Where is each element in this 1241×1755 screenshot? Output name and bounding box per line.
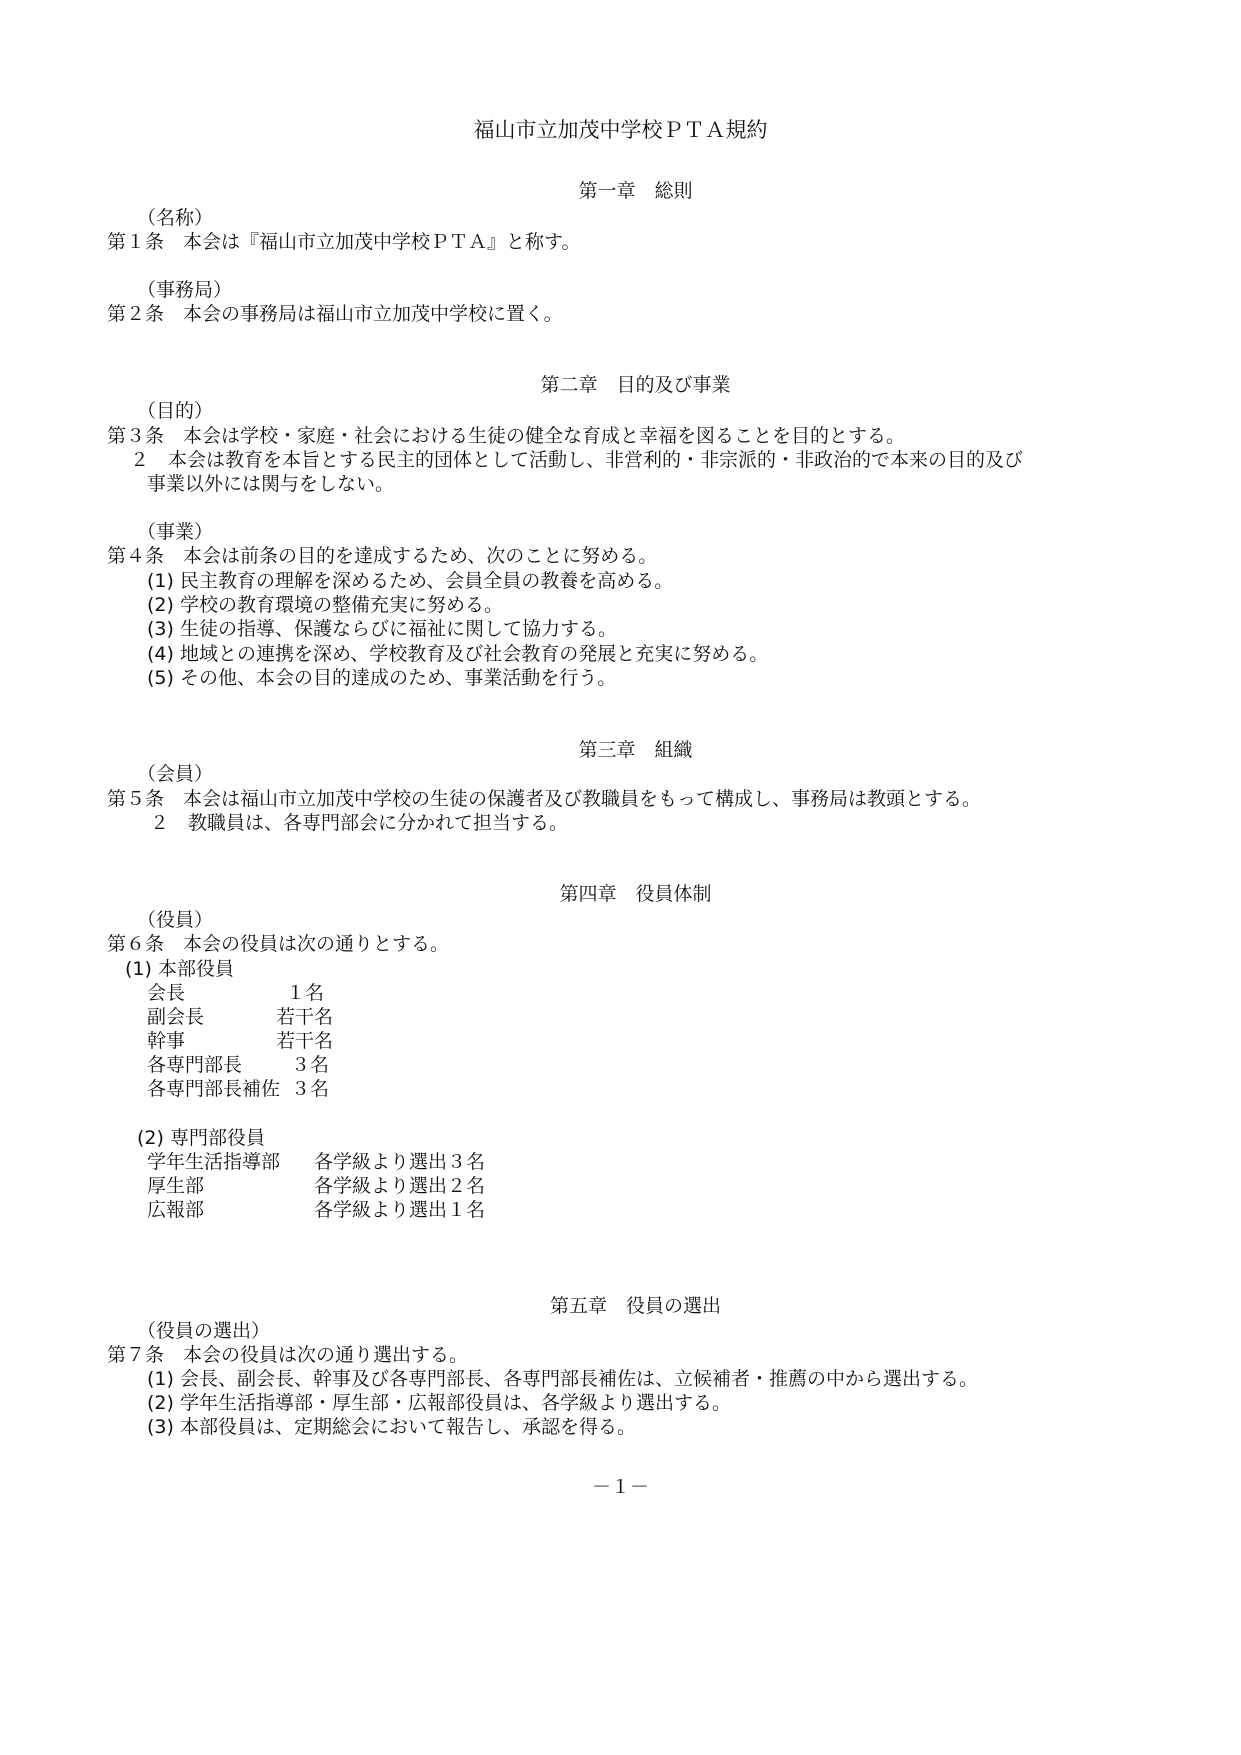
list-item: (5) その他、本会の目的達成のため、事業活動を行う。 xyxy=(147,667,617,689)
article-4-caption: （事業） xyxy=(137,521,214,543)
honbu-role: 副会長 xyxy=(147,1006,205,1028)
article-5-paragraph-2: ２ 教職員は、各専門部会に分かれて担当する。 xyxy=(150,812,569,834)
honbu-heading: (1) 本部役員 xyxy=(125,958,234,980)
senmon-role: 厚生部 xyxy=(147,1175,205,1197)
honbu-count: ３名 xyxy=(291,1054,330,1076)
honbu-count: 若干名 xyxy=(276,1030,334,1052)
senmon-heading: (2) 専門部役員 xyxy=(137,1127,265,1149)
article-5-text: 第５条 本会は福山市立加茂中学校の生徒の保護者及び教職員をもって構成し、事務局は教頭とする。 xyxy=(107,788,982,810)
chapter-2-heading: 第二章 目的及び事業 xyxy=(540,374,731,396)
senmon-count: 各学級より選出１名 xyxy=(314,1199,486,1221)
article-1-caption: （名称） xyxy=(137,207,214,229)
article-7-caption: （役員の選出） xyxy=(137,1320,271,1342)
list-item: (2) 学校の教育環境の整備充実に努める。 xyxy=(147,594,503,616)
article-5-caption: （会員） xyxy=(137,763,214,785)
article-3-text: 第３条 本会は学校・家庭・社会における生徒の健全な育成と幸福を図ることを目的とする。 xyxy=(107,425,906,447)
article-1-text: 第１条 本会は『福山市立加茂中学校ＰＴＡ』と称す。 xyxy=(107,231,581,253)
honbu-count: 若干名 xyxy=(276,1006,334,1028)
honbu-count: １名 xyxy=(286,982,325,1004)
list-item: (4) 地域との連携を深め、学校教育及び社会教育の発展と充実に努める。 xyxy=(147,643,769,665)
honbu-role: 会長 xyxy=(147,982,186,1004)
article-3-paragraph-2-cont: 事業以外には関与をしない。 xyxy=(147,473,395,495)
honbu-count: ３名 xyxy=(291,1078,330,1100)
chapter-1-heading: 第一章 総則 xyxy=(578,180,693,202)
senmon-role: 学年生活指導部 xyxy=(147,1151,281,1173)
article-2-caption: （事務局） xyxy=(137,279,233,301)
document-title: 福山市立加茂中学校ＰＴＡ規約 xyxy=(473,118,768,142)
senmon-count: 各学級より選出２名 xyxy=(314,1175,486,1197)
honbu-role: 各専門部長 xyxy=(147,1054,243,1076)
senmon-role: 広報部 xyxy=(147,1199,205,1221)
article-6-caption: （役員） xyxy=(137,909,214,931)
page-number: －１－ xyxy=(591,1476,649,1498)
chapter-5-heading: 第五章 役員の選出 xyxy=(549,1295,721,1317)
article-3-caption: （目的） xyxy=(137,400,214,422)
chapter-4-heading: 第四章 役員体制 xyxy=(559,883,712,905)
list-item: (3) 本部役員は、定期総会において報告し、承認を得る。 xyxy=(147,1416,636,1438)
honbu-role: 各専門部長補佐 xyxy=(147,1078,281,1100)
honbu-role: 幹事 xyxy=(147,1030,186,1052)
list-item: (1) 会長、副会長、幹事及び各専門部長、各専門部長補佐は、立候補者・推薦の中から選出する。 xyxy=(147,1368,978,1390)
list-item: (3) 生徒の指導、保護ならびに福祉に関して協力する。 xyxy=(147,618,617,640)
list-item: (2) 学年生活指導部・厚生部・広報部役員は、各学級より選出する。 xyxy=(147,1392,731,1414)
article-3-paragraph-2: ２ 本会は教育を本旨とする民主的団体として活動し、非営利的・非宗派的・非政治的で本来の目的及び xyxy=(130,449,1024,471)
chapter-3-heading: 第三章 組織 xyxy=(578,739,693,761)
senmon-count: 各学級より選出３名 xyxy=(314,1151,486,1173)
article-2-text: 第２条 本会の事務局は福山市立加茂中学校に置く。 xyxy=(107,303,563,325)
article-4-text: 第４条 本会は前条の目的を達成するため、次のことに努める。 xyxy=(107,545,658,567)
article-7-text: 第７条 本会の役員は次の通り選出する。 xyxy=(107,1344,469,1366)
article-6-text: 第６条 本会の役員は次の通りとする。 xyxy=(107,933,450,955)
list-item: (1) 民主教育の理解を深めるため、会員全員の教養を高める。 xyxy=(147,570,674,592)
